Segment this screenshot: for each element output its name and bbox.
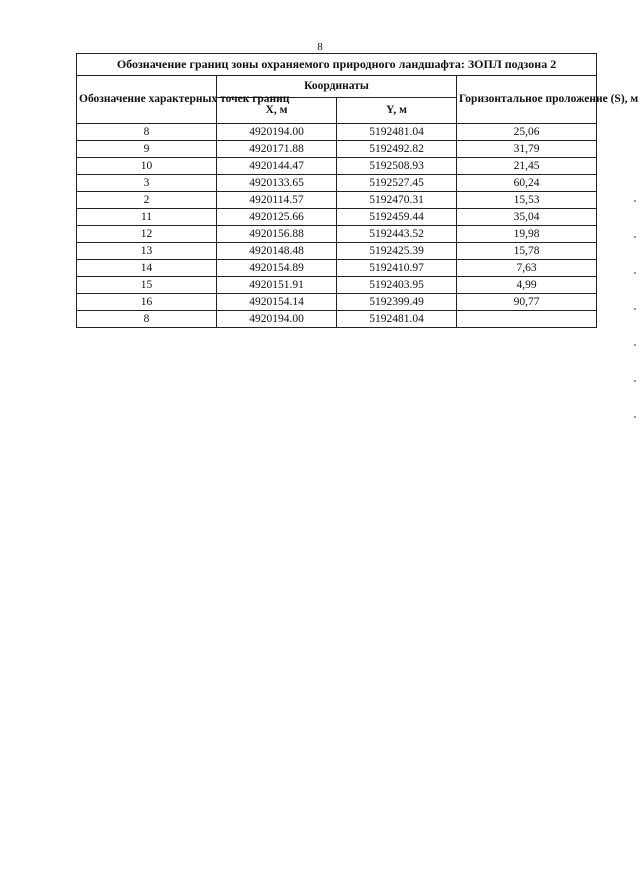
boundary-coordinates-table (76, 53, 639, 328)
table-body (77, 124, 597, 328)
x-coordinate-cell: 4920133.65 (217, 175, 337, 192)
point-cell: 11 (77, 209, 217, 226)
distance-cell: 90,77 (457, 294, 597, 311)
distance-cell: 4,99 (457, 277, 597, 294)
point-cell: 9 (77, 141, 217, 158)
point-cell: 2 (77, 192, 217, 209)
scan-edge-marks (634, 200, 637, 452)
table-row (77, 175, 597, 192)
x-coordinate-cell: 4920156.88 (217, 226, 337, 243)
table-row (77, 260, 597, 277)
distance-cell: 35,04 (457, 209, 597, 226)
point-cell: 8 (77, 124, 217, 141)
table-row (77, 243, 597, 260)
x-coordinate-cell: 4920148.48 (217, 243, 337, 260)
distance-cell (457, 311, 597, 328)
x-coordinate-cell: 4920154.89 (217, 260, 337, 277)
coordinates-column-header: Координаты (217, 76, 457, 98)
y-coordinate-cell: 5192470.31 (337, 192, 457, 209)
x-coordinate-cell: 4920125.66 (217, 209, 337, 226)
table-row (77, 158, 597, 175)
y-coordinate-cell: 5192459.44 (337, 209, 457, 226)
distance-cell: 21,45 (457, 158, 597, 175)
table-row (77, 226, 597, 243)
y-coordinate-cell: 5192508.93 (337, 158, 457, 175)
x-coordinate-cell: 4920154.14 (217, 294, 337, 311)
y-coordinate-cell: 5192527.45 (337, 175, 457, 192)
table-row (77, 311, 597, 328)
point-cell: 15 (77, 277, 217, 294)
y-column-header: Y, м (337, 98, 457, 124)
point-cell: 16 (77, 294, 217, 311)
table-row (77, 209, 597, 226)
distance-cell: 15,53 (457, 192, 597, 209)
x-coordinate-cell: 4920114.57 (217, 192, 337, 209)
distance-cell: 25,06 (457, 124, 597, 141)
table-row (77, 192, 597, 209)
x-coordinate-cell: 4920144.47 (217, 158, 337, 175)
point-cell: 10 (77, 158, 217, 175)
distance-cell: 7,63 (457, 260, 597, 277)
table-caption: Обозначение границ зоны охраняемого природного ландшафта: ЗОПЛ подзона 2 (77, 54, 597, 76)
y-coordinate-cell: 5192425.39 (337, 243, 457, 260)
point-cell: 12 (77, 226, 217, 243)
x-coordinate-cell: 4920171.88 (217, 141, 337, 158)
y-coordinate-cell: 5192481.04 (337, 311, 457, 328)
y-coordinate-cell: 5192410.97 (337, 260, 457, 277)
point-cell: 3 (77, 175, 217, 192)
point-cell: 14 (77, 260, 217, 277)
x-column-header: X, м (217, 98, 337, 124)
point-cell: 8 (77, 311, 217, 328)
table-row (77, 141, 597, 158)
y-coordinate-cell: 5192399.49 (337, 294, 457, 311)
y-coordinate-cell: 5192443.52 (337, 226, 457, 243)
x-coordinate-cell: 4920194.00 (217, 124, 337, 141)
distance-cell: 31,79 (457, 141, 597, 158)
x-coordinate-cell: 4920194.00 (217, 311, 337, 328)
y-coordinate-cell: 5192492.82 (337, 141, 457, 158)
table-row (77, 294, 597, 311)
table-row (77, 124, 597, 141)
y-coordinate-cell: 5192403.95 (337, 277, 457, 294)
x-coordinate-cell: 4920151.91 (217, 277, 337, 294)
distance-cell: 19,98 (457, 226, 597, 243)
points-column-header: Обозначение характерных точек границ (77, 76, 217, 124)
page-number: 8 (317, 41, 323, 53)
y-coordinate-cell: 5192481.04 (337, 124, 457, 141)
distance-cell: 15,78 (457, 243, 597, 260)
table-row (77, 277, 597, 294)
distance-cell: 60,24 (457, 175, 597, 192)
distance-column-header: Горизонтальное проложение (S), м (457, 76, 597, 124)
point-cell: 13 (77, 243, 217, 260)
